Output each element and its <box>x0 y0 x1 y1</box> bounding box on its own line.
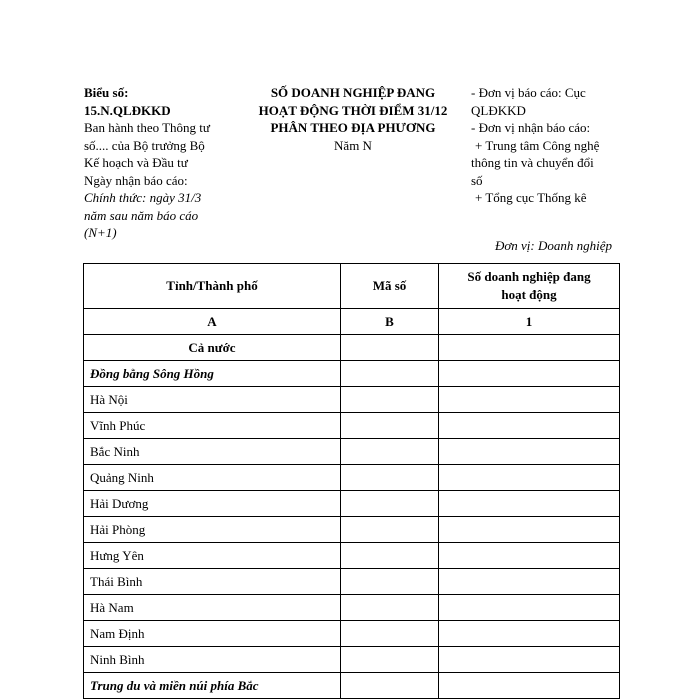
table-row <box>84 465 620 491</box>
count-cell <box>439 673 620 699</box>
province-name: Hà Nam <box>84 595 341 621</box>
code-cell <box>341 673 439 699</box>
table-row <box>84 621 620 647</box>
code-cell <box>341 491 439 517</box>
count-cell <box>439 413 620 439</box>
table-row-region <box>84 361 620 387</box>
table-row <box>84 569 620 595</box>
region-label: Đồng bằng Sông Hồng <box>84 361 341 387</box>
code-cell <box>341 413 439 439</box>
table-row <box>84 387 620 413</box>
issued-line-2: số.... của Bộ trưởng Bộ <box>84 137 205 153</box>
receiving-unit-label: - Đơn vị nhận báo cáo: <box>471 120 591 135</box>
col-label-a: A <box>84 309 341 335</box>
code-cell <box>341 465 439 491</box>
col-label-c: 1 <box>439 309 620 335</box>
province-name: Quảng Ninh <box>84 465 341 491</box>
issued-line-3: Kế hoạch và Đầu tư <box>84 155 188 170</box>
header-province: Tỉnh/Thành phố <box>84 264 341 309</box>
province-name: Nam Định <box>84 621 341 647</box>
total-label: Cả nước <box>84 335 341 361</box>
title-line-1: SỐ DOANH NGHIỆP ĐANG <box>270 85 436 100</box>
receiver-2: + Tổng cục Thống kê <box>475 190 587 205</box>
count-cell <box>439 517 620 543</box>
code-cell <box>341 595 439 621</box>
receiver-1-line-1: + Trung tâm Công nghệ <box>475 137 600 153</box>
count-cell <box>439 647 620 673</box>
form-info <box>84 84 244 242</box>
col-label-b: B <box>341 309 439 335</box>
reporting-unit-line-1: - Đơn vị báo cáo: Cục <box>471 85 586 100</box>
header-count <box>439 264 620 309</box>
header-count-line-2: hoạt động <box>501 287 557 302</box>
table-row <box>84 647 620 673</box>
report-table <box>83 263 620 699</box>
count-cell <box>439 595 620 621</box>
title-line-3: PHÂN THEO ĐỊA PHƯƠNG <box>270 120 436 135</box>
receiver-1-line-3: số <box>471 172 483 188</box>
official-line-2: năm sau năm báo cáo <box>84 207 199 223</box>
province-name: Hà Nội <box>84 387 341 413</box>
province-name: Ninh Bình <box>84 647 341 673</box>
header-code: Mã số <box>341 264 439 309</box>
count-cell <box>439 543 620 569</box>
table-row <box>84 413 620 439</box>
official-line-1: Chính thức: ngày 31/3 <box>84 190 202 205</box>
count-cell <box>439 621 620 647</box>
reporting-unit-line-2: QLĐKKD <box>471 102 526 118</box>
count-cell <box>439 439 620 465</box>
column-label-row <box>84 309 620 335</box>
form-number-label: Biểu số: <box>84 85 129 100</box>
code-cell <box>341 361 439 387</box>
table-row-total <box>84 335 620 361</box>
official-line-3: (N+1) <box>84 225 117 240</box>
table-row-region <box>84 673 620 699</box>
code-cell <box>341 621 439 647</box>
issued-line-1: Ban hành theo Thông tư <box>84 120 210 135</box>
unit-info <box>471 84 631 207</box>
unit-note: Đơn vị: Doanh nghiệp <box>494 238 612 253</box>
report-title <box>240 84 466 154</box>
code-cell <box>341 439 439 465</box>
table-row <box>84 439 620 465</box>
province-name: Vĩnh Phúc <box>84 413 341 439</box>
received-label: Ngày nhận báo cáo: <box>84 172 188 188</box>
code-cell <box>341 647 439 673</box>
code-cell <box>341 517 439 543</box>
table-row <box>84 491 620 517</box>
table-header-row <box>84 264 620 309</box>
count-cell <box>439 465 620 491</box>
province-name: Hải Phòng <box>84 517 341 543</box>
count-cell <box>439 361 620 387</box>
table-row <box>84 595 620 621</box>
count-cell <box>439 491 620 517</box>
title-line-2: HOẠT ĐỘNG THỜI ĐIỂM 31/12 <box>258 102 448 118</box>
code-cell <box>341 387 439 413</box>
code-cell <box>341 569 439 595</box>
receiver-1-line-2: thông tin và chuyển đổi <box>471 155 594 170</box>
province-name: Hưng Yên <box>84 543 341 569</box>
province-name: Thái Bình <box>84 569 341 595</box>
region-label: Trung du và miền núi phía Bắc <box>84 673 341 699</box>
report-year: Năm N <box>334 137 372 153</box>
code-cell <box>341 543 439 569</box>
province-name: Hải Dương <box>84 491 341 517</box>
table-row <box>84 517 620 543</box>
form-number: 15.N.QLĐKKD <box>84 102 171 118</box>
table-row <box>84 543 620 569</box>
province-name: Bắc Ninh <box>84 439 341 465</box>
count-cell <box>439 335 620 361</box>
code-cell <box>341 335 439 361</box>
count-cell <box>439 569 620 595</box>
count-cell <box>439 387 620 413</box>
header-count-line-1: Số doanh nghiệp đang <box>467 269 591 284</box>
